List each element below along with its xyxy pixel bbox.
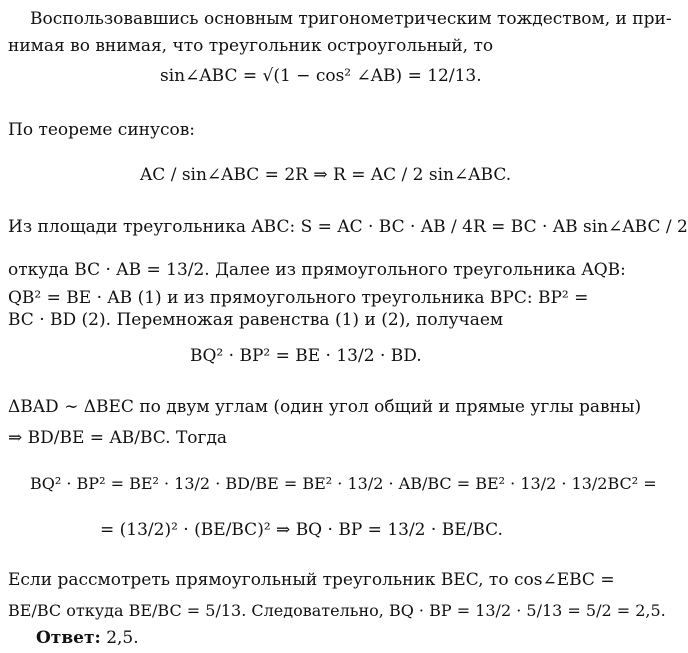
equation-sin: sin∠ABC = √(1 − cos² ∠AB) = 12/13. [160, 66, 482, 86]
equation-product: BQ² · BP² = BE · 13/2 · BD. [190, 346, 422, 366]
text-line-7: BC · BD (2). Перемножая равенства (1) и (2), получаем [8, 310, 504, 330]
text-line-1: Воспользовавшись основным тригонометрическим тождеством, и при- [30, 9, 672, 29]
text-line-6: QB² = BE · AB (1) и из прямоугольного треугольника BPC: BP² = [8, 288, 589, 308]
text-line-10: Если рассмотреть прямоугольный треугольник BEC, то cos∠EBC = [8, 570, 615, 590]
text-line-4 [8, 212, 688, 242]
area-formula: AC · BC · AB / 4R = BC · AB sin∠ABC / 2 [337, 217, 688, 237]
text-line-9: ⇒ BD/BE = AB/BC. Тогда [8, 428, 228, 448]
answer-line [36, 623, 628, 653]
equation-chain-1: BQ² · BP² = BE² · 13/2 · BD/BE = BE² · 13/2 · AB/BC = BE² · 13/2 · 13/2BC² = [30, 474, 657, 493]
text-line-11: BE/BC откуда BE/BC = 5/13. Следовательно, BQ · BP = 13/2 · 5/13 = 5/2 = 2,5. [8, 601, 666, 620]
text-line-3: По теореме синусов: [8, 120, 196, 140]
answer-label: Ответ: [36, 628, 101, 648]
equation-sine-theorem: AC / sin∠ABC = 2R ⇒ R = AC / 2 sin∠ABC. [140, 165, 512, 185]
answer-value: 2,5. [106, 628, 139, 648]
equation-chain-2: = (13/2)² · (BE/BC)² ⇒ BQ · BP = 13/2 · BE/BC. [100, 520, 503, 540]
text-line-2: нимая во внимая, что треугольник остроугольный, то [8, 36, 494, 56]
text-line-8: ΔBAD ∼ ΔBEC по двум углам (один угол общий и прямые углы равны) [8, 397, 642, 417]
area-text: Из площади треугольника ABC: S = [8, 217, 332, 237]
text-line-5: откуда BC · AB = 13/2. Далее из прямоугольного треугольника AQB: [8, 260, 626, 280]
